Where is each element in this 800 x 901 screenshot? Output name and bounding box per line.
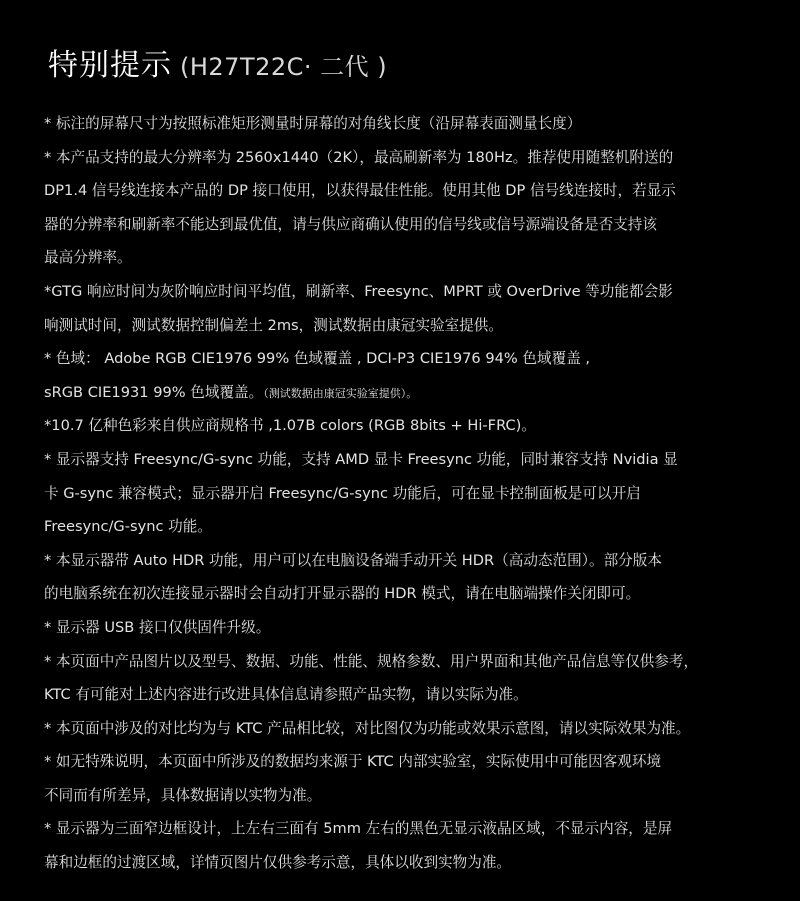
note-line: 响测试时间，测试数据控制偏差土 2ms，测试数据由康冠实验室提供。 bbox=[44, 316, 503, 334]
page-title bbox=[48, 44, 387, 92]
note-line: 幕和边框的过渡区域，详情页图片仅供参考示意，具体以收到实物为准。 bbox=[44, 854, 512, 872]
note-line: KTC 有可能对上述内容进行改进具体信息请参照产品实物，请以实际为准。 bbox=[44, 686, 528, 704]
note-line: * 本页面中涉及的对比均为与 KTC 产品相比较，对比图仅为功能或效果示意图，请以实际效果为准。 bbox=[44, 719, 691, 737]
note-line: 器的分辨率和刷新率不能达到最优值，请与供应商确认使用的信号线或信号源端设备是否支持该 bbox=[44, 215, 657, 233]
note-line: * 色域： Adobe RGB CIE1976 99% 色域覆盖 , DCI-P3 CIE1976 94% 色域覆盖 , bbox=[44, 350, 591, 368]
note-line: DP1.4 信号线连接本产品的 DP 接口使用，以获得最佳性能。使用其他 DP 信号线连接时，若显示 bbox=[44, 182, 676, 200]
title-model: (H27T22C· 二代 ) bbox=[180, 53, 388, 81]
note-line: * 显示器 USB 接口仅供固件升级。 bbox=[44, 618, 271, 636]
note-line: *GTG 响应时间为灰阶响应时间平均值，刷新率、Freesync、MPRT 或 OverDrive 等功能都会影 bbox=[44, 282, 673, 300]
note-line: * 本显示器带 Auto HDR 功能，用户可以在电脑设备端手动开关 HDR（高动态范围）。部分版本 bbox=[44, 551, 662, 569]
note-line: * 如无特殊说明，本页面中所涉及的数据均来源于 KTC 内部实验室，实际使用中可能因客观环境 bbox=[44, 753, 662, 771]
note-line: 的电脑系统在初次连接显示器时会自动打开显示器的 HDR 模式，请在电脑端操作关闭即可。 bbox=[44, 585, 641, 603]
note-line: * 本页面中产品图片以及型号、数据、功能、性能、规格参数、用户界面和其他产品信息等仅供参考， bbox=[44, 652, 699, 670]
note-small-text: （测试数据由康冠实验室提供）。 bbox=[263, 386, 418, 400]
note-line: * 显示器为三面窄边框设计，上左右三面有 5mm 左右的黑色无显示液晶区域，不显示内容，是屏 bbox=[44, 820, 673, 838]
note-line: * 标注的屏幕尺寸为按照标准矩形测量时屏幕的对角线长度（沿屏幕表面测量长度） bbox=[44, 115, 582, 132]
note-line: 最高分辨率。 bbox=[44, 249, 132, 267]
note-text: sRGB CIE1931 99% 色域覆盖。 bbox=[44, 383, 264, 401]
note-line: 卡 G-sync 兼容模式；显示器开启 Freesync/G-sync 功能后，可在显卡控制面板是可以开启 bbox=[44, 484, 641, 502]
note-line: *10.7 亿种色彩来自供应商规格书 ,1.07B colors (RGB 8bits + Hi-FRC)。 bbox=[44, 417, 536, 435]
title-main: 特别提示 bbox=[48, 48, 172, 83]
note-line: 不同而有所差异，具体数据请以实物为准。 bbox=[44, 786, 322, 804]
note-line: Freesync/G-sync 功能。 bbox=[44, 518, 212, 536]
note-line: * 显示器支持 Freesync/G-sync 功能，支持 AMD 显卡 Freesync 功能，同时兼容支持 Nvidia 显 bbox=[44, 450, 678, 468]
notes-list bbox=[44, 107, 774, 880]
note-line-with-small bbox=[44, 376, 774, 410]
note-line: * 本产品支持的最大分辨率为 2560x1440（2K），最高刷新率为 180Hz。推荐使用随整机附送的 bbox=[44, 148, 674, 166]
